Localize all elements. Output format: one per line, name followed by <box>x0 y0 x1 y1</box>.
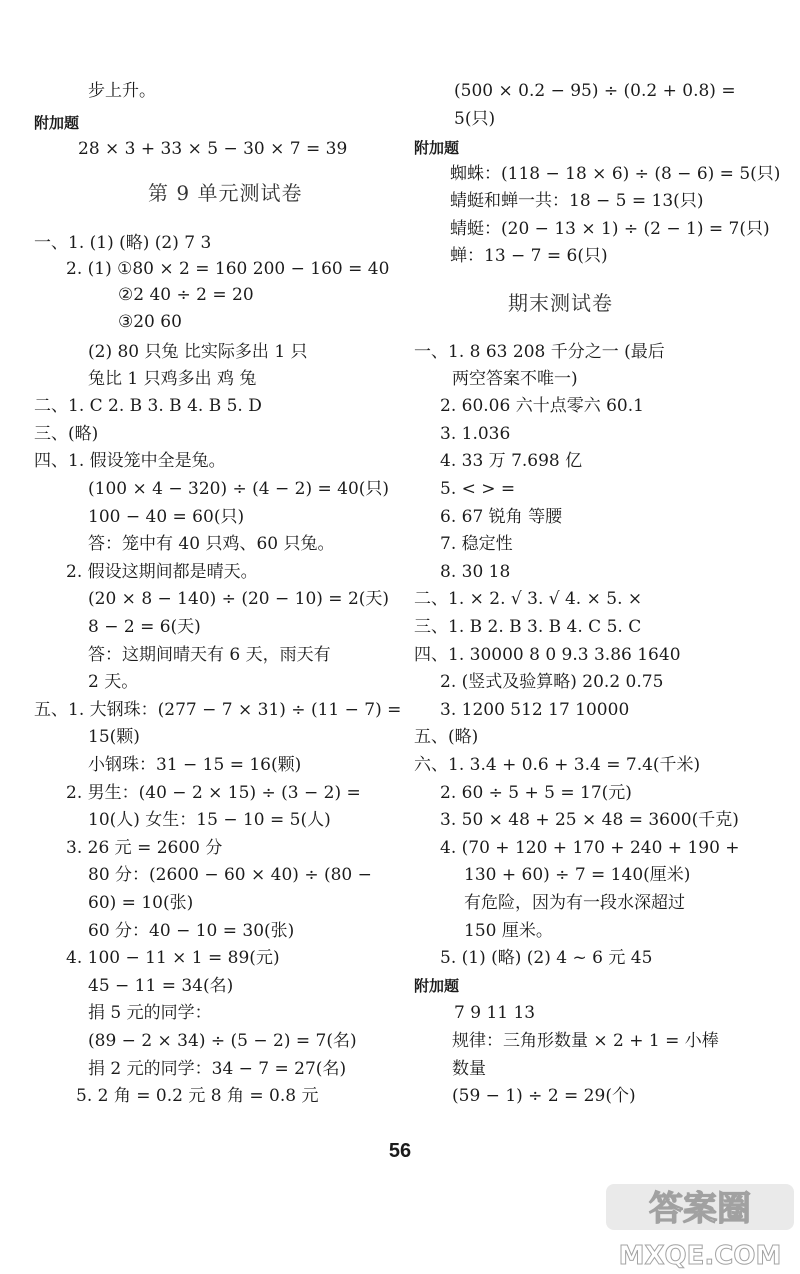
answer-line: 8. 30 18 <box>440 562 511 582</box>
answer-line: 捐 5 元的同学： <box>88 1003 212 1023</box>
watermark-url-text: MXQE.COM <box>618 1241 782 1271</box>
watermark-logo <box>600 1172 800 1274</box>
answer-line: 四、1. 30000 8 0 9.3 3.86 1640 <box>414 645 681 665</box>
answer-line: 蜻蜓：(20 − 13 × 1) ÷ (2 − 1) = 7(只) <box>450 219 770 239</box>
answer-line: 规律：三角形数量 × 2 + 1 = 小棒 <box>452 1031 719 1051</box>
answer-line: 捐 2 元的同学：34 − 7 = 27(名) <box>88 1059 347 1079</box>
answer-line: 四、1. 假设笼中全是兔。 <box>34 451 226 471</box>
answer-line: 六、1. 3.4 + 0.6 + 3.4 = 7.4(千米) <box>414 755 701 775</box>
answer-line: 2. 60 ÷ 5 + 5 = 17(元) <box>440 783 632 803</box>
watermark-logo-icon <box>600 1172 800 1274</box>
answer-line: 100 − 40 = 60(只) <box>88 507 245 527</box>
answer-line: (500 × 0.2 − 95) ÷ (0.2 + 0.8) = <box>454 81 736 101</box>
bonus-heading: 附加题 <box>414 977 460 995</box>
answer-line: 8 − 2 = 6(天) <box>88 617 201 637</box>
answer-line: 2. 男生：(40 − 2 × 15) ÷ (3 − 2) = <box>66 783 361 803</box>
bonus-heading: 附加题 <box>34 114 80 132</box>
answer-line: 小钢珠：31 − 15 = 16(颗) <box>88 755 302 775</box>
page-number: 56 <box>388 1140 412 1162</box>
answer-line: 15(颗) <box>88 727 140 747</box>
answer-line: 60) = 10(张) <box>88 893 194 913</box>
answer-line: 5. < > = <box>440 479 516 499</box>
answer-line: 3. 26 元 = 2600 分 <box>66 838 223 858</box>
answer-line: 二、1. C 2. B 3. B 4. B 5. D <box>34 396 262 416</box>
answer-line: (59 − 1) ÷ 2 = 29(个) <box>452 1086 636 1106</box>
answer-line: 3. 50 × 48 + 25 × 48 = 3600(千克) <box>440 810 739 830</box>
answer-line: (89 − 2 × 34) ÷ (5 − 2) = 7(名) <box>88 1031 357 1051</box>
answer-line: 7. 稳定性 <box>440 534 513 554</box>
answer-line: 4. (70 + 120 + 170 + 240 + 190 + <box>440 838 740 858</box>
answer-line: 10(人) 女生：15 − 10 = 5(人) <box>88 810 331 830</box>
answer-line: 蜘蛛：(118 − 18 × 6) ÷ (8 − 6) = 5(只) <box>450 164 781 184</box>
answer-line: 5(只) <box>454 109 496 129</box>
answer-line: ③20 60 <box>118 312 182 332</box>
bonus-heading: 附加题 <box>414 139 460 157</box>
answer-line: 130 + 60) ÷ 7 = 140(厘米) <box>464 865 691 885</box>
answer-line: 5. (1) (略) (2) 4 ~ 6 元 45 <box>440 948 653 968</box>
answer-line: 蝉：13 − 7 = 6(只) <box>450 246 608 266</box>
answer-line: 蜻蜓和蝉一共：18 − 5 = 13(只) <box>450 191 704 211</box>
answer-line: (20 × 8 − 140) ÷ (20 − 10) = 2(天) <box>88 589 390 609</box>
answer-line: 80 分：(2600 − 60 × 40) ÷ (80 − <box>88 865 372 885</box>
answer-line: 有危险，因为有一段水深超过 <box>464 893 685 913</box>
answer-line: 4. 33 万 7.698 亿 <box>440 451 583 471</box>
answer-line: 答：这期间晴天有 6 天，雨天有 <box>88 645 331 665</box>
answer-line: 4. 100 − 11 × 1 = 89(元) <box>66 948 280 968</box>
answer-line: 五、(略) <box>414 727 479 747</box>
answer-line: 2. (竖式及验算略) 20.2 0.75 <box>440 672 664 692</box>
answer-line: 3. 1.036 <box>440 424 511 444</box>
answer-line: 兔比 1 只鸡多出 鸡 兔 <box>88 369 257 389</box>
answer-line: ②2 40 ÷ 2 = 20 <box>118 285 254 305</box>
answer-line: 2. 60.06 六十点零六 60.1 <box>440 396 644 416</box>
answer-line: 5. 2 角 = 0.2 元 8 角 = 0.8 元 <box>76 1086 319 1106</box>
answer-line: 7 9 11 13 <box>454 1003 536 1023</box>
answer-line: 28 × 3 + 33 × 5 − 30 × 7 = 39 <box>78 139 348 159</box>
section-title-unit9: 第 9 单元测试卷 <box>148 181 303 205</box>
answer-line: 45 − 11 = 34(名) <box>88 976 234 996</box>
answer-line: 一、1. (1) (略) (2) 7 3 <box>34 233 212 253</box>
answer-line: 三、(略) <box>34 424 99 444</box>
answer-line: (100 × 4 − 320) ÷ (4 − 2) = 40(只) <box>88 479 390 499</box>
answer-line: 答：笼中有 40 只鸡、60 只兔。 <box>88 534 335 554</box>
answer-line: 3. 1200 512 17 10000 <box>440 700 630 720</box>
answer-line: 2 天。 <box>88 672 139 692</box>
answer-line: (2) 80 只兔 比实际多出 1 只 <box>88 342 308 362</box>
answer-line: 150 厘米。 <box>464 921 553 941</box>
section-title-final: 期末测试卷 <box>508 291 613 315</box>
answer-line: 2. (1) ①80 × 2 = 160 200 − 160 = 40 <box>66 259 390 279</box>
answer-line: 一、1. 8 63 208 千分之一 (最后 <box>414 342 665 362</box>
answer-line: 两空答案不唯一) <box>452 369 578 389</box>
continued-line: 步上升。 <box>88 81 156 101</box>
watermark-logo-text: 答案圈 <box>649 1189 751 1229</box>
answer-line: 二、1. × 2. √ 3. √ 4. × 5. × <box>414 589 643 609</box>
answer-line: 60 分：40 − 10 = 30(张) <box>88 921 295 941</box>
answer-line: 2. 假设这期间都是晴天。 <box>66 562 258 582</box>
answer-line: 五、1. 大钢珠：(277 − 7 × 31) ÷ (11 − 7) = <box>34 700 402 720</box>
answer-line: 数量 <box>452 1059 486 1079</box>
answer-line: 6. 67 锐角 等腰 <box>440 507 563 527</box>
answer-line: 三、1. B 2. B 3. B 4. C 5. C <box>414 617 642 637</box>
